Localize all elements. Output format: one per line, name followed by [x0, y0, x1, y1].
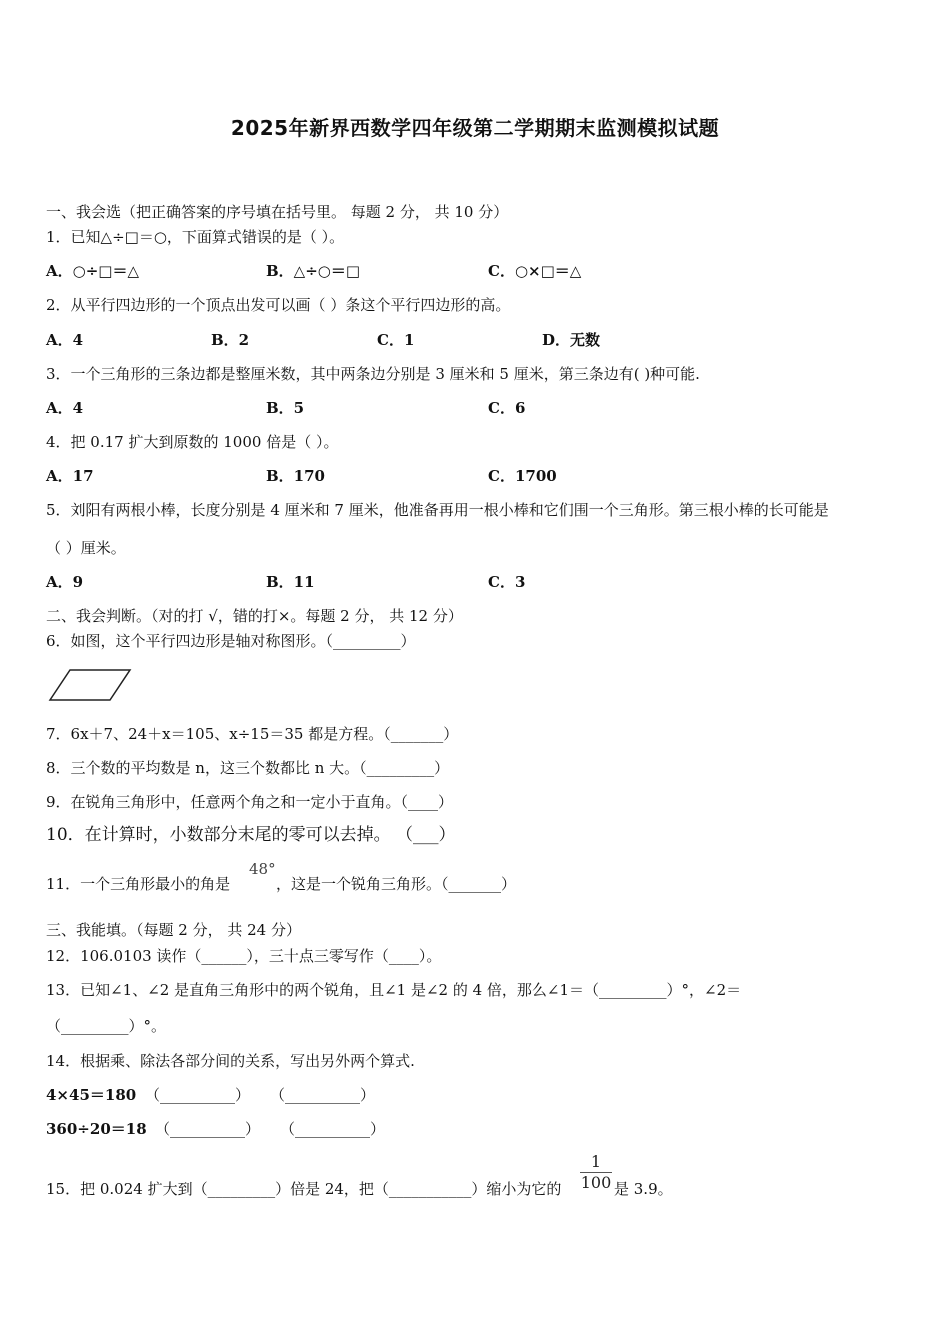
q7-text: 7．6x＋7、24＋x＝105、x÷15＝35 都是方程。（_______） [46, 725, 459, 743]
q15-fraction-numerator: 1 [590, 1152, 602, 1171]
q10-text: 10．在计算时，小数部分末尾的零可以去掉。 （___） [46, 825, 456, 845]
q4-option-a: A．17 [46, 467, 94, 485]
q14-row2-blank2: （__________） [280, 1120, 386, 1138]
q2-option-d: D．无数 [542, 331, 601, 349]
q6-text: 6．如图，这个平行四边形是轴对称图形。（_________） [46, 632, 416, 650]
q13-text-line1: 13．已知∠1、∠2 是直角三角形中的两个锐角，且∠1 是∠2 的 4 倍，那么∠1＝（_________）°，∠2＝ [46, 981, 742, 999]
q5-text-line2: （ ）厘米。 [46, 539, 126, 557]
q5-text-line1: 5．刘阳有两根小棒，长度分别是 4 厘米和 7 厘米，他准备再用一根小棒和它们围一个三角形。第三根小棒的长可能是 [46, 501, 829, 519]
section2-header: 二、我会判断。（对的打 √，错的打×。每题 2 分， 共 12 分） [46, 607, 463, 625]
q8-text: 8．三个数的平均数是 n，这三个数都比 n 大。（_________） [46, 759, 450, 777]
q15-text-after: 是 3.9。 [614, 1180, 673, 1198]
q12-text: 12．106.0103 读作（______），三十点三零写作（____）。 [46, 947, 442, 965]
q4-option-c: C．1700 [488, 467, 557, 485]
q13-text-line2: （_________）°。 [46, 1017, 167, 1035]
section1-header: 一、我会选（把正确答案的序号填在括号里。 每题 2 分， 共 10 分） [46, 203, 509, 221]
q11-text-before: 11．一个三角形最小的角是 [46, 875, 231, 893]
q1-option-b: B．△÷○＝□ [266, 262, 361, 280]
q14-row1-blank1: （__________） [145, 1086, 251, 1104]
q14-row1-blank2: （__________） [270, 1086, 376, 1104]
q14-row2-equation: 360÷20＝18 [46, 1120, 147, 1138]
q1-option-c: C．○×□＝△ [488, 262, 582, 280]
q3-option-a: A．4 [46, 399, 84, 417]
q9-text: 9．在锐角三角形中，任意两个角之和一定小于直角。（____） [46, 793, 454, 811]
q1-option-a: A．○÷□＝△ [46, 262, 140, 280]
q14-text: 14．根据乘、除法各部分间的关系，写出另外两个算式. [46, 1052, 415, 1070]
q2-option-a: A．4 [46, 331, 84, 349]
q11-angle-label: 48° [249, 860, 276, 878]
q4-option-b: B．170 [266, 467, 325, 485]
q5-option-c: C．3 [488, 573, 526, 591]
q15-text-before: 15．把 0.024 扩大到（_________）倍是 24，把（___________）缩小为它的 [46, 1180, 562, 1198]
q11-text-after: ，这是一个锐角三角形。（_______） [276, 875, 517, 893]
q1-text: 1．已知△÷□＝○，下面算式错误的是（ ）。 [46, 228, 345, 246]
q14-row2-blank1: （__________） [155, 1120, 261, 1138]
q2-option-b: B．2 [211, 331, 250, 349]
parallelogram-figure [48, 668, 132, 702]
q3-text: 3．一个三角形的三条边都是整厘米数，其中两条边分别是 3 厘米和 5 厘米，第三条边有( )种可能. [46, 365, 700, 383]
q3-option-c: C．6 [488, 399, 526, 417]
q2-option-c: C．1 [377, 331, 415, 349]
q3-option-b: B．5 [266, 399, 305, 417]
section3-header: 三、我能填。（每题 2 分， 共 24 分） [46, 921, 301, 939]
parallelogram-shape [50, 670, 130, 700]
q2-text: 2．从平行四边形的一个顶点出发可以画（ ）条这个平行四边形的高。 [46, 296, 511, 314]
q14-row1-equation: 4×45＝180 [46, 1086, 137, 1104]
q15-fraction-denominator: 100 [580, 1173, 612, 1192]
q5-option-a: A．9 [46, 573, 84, 591]
page-title: 2025年新界西数学四年级第二学期期末监测模拟试题 [230, 116, 720, 140]
q4-text: 4．把 0.17 扩大到原数的 1000 倍是（ ）。 [46, 433, 339, 451]
q15-fraction [580, 1153, 612, 1192]
q5-option-b: B．11 [266, 573, 315, 591]
